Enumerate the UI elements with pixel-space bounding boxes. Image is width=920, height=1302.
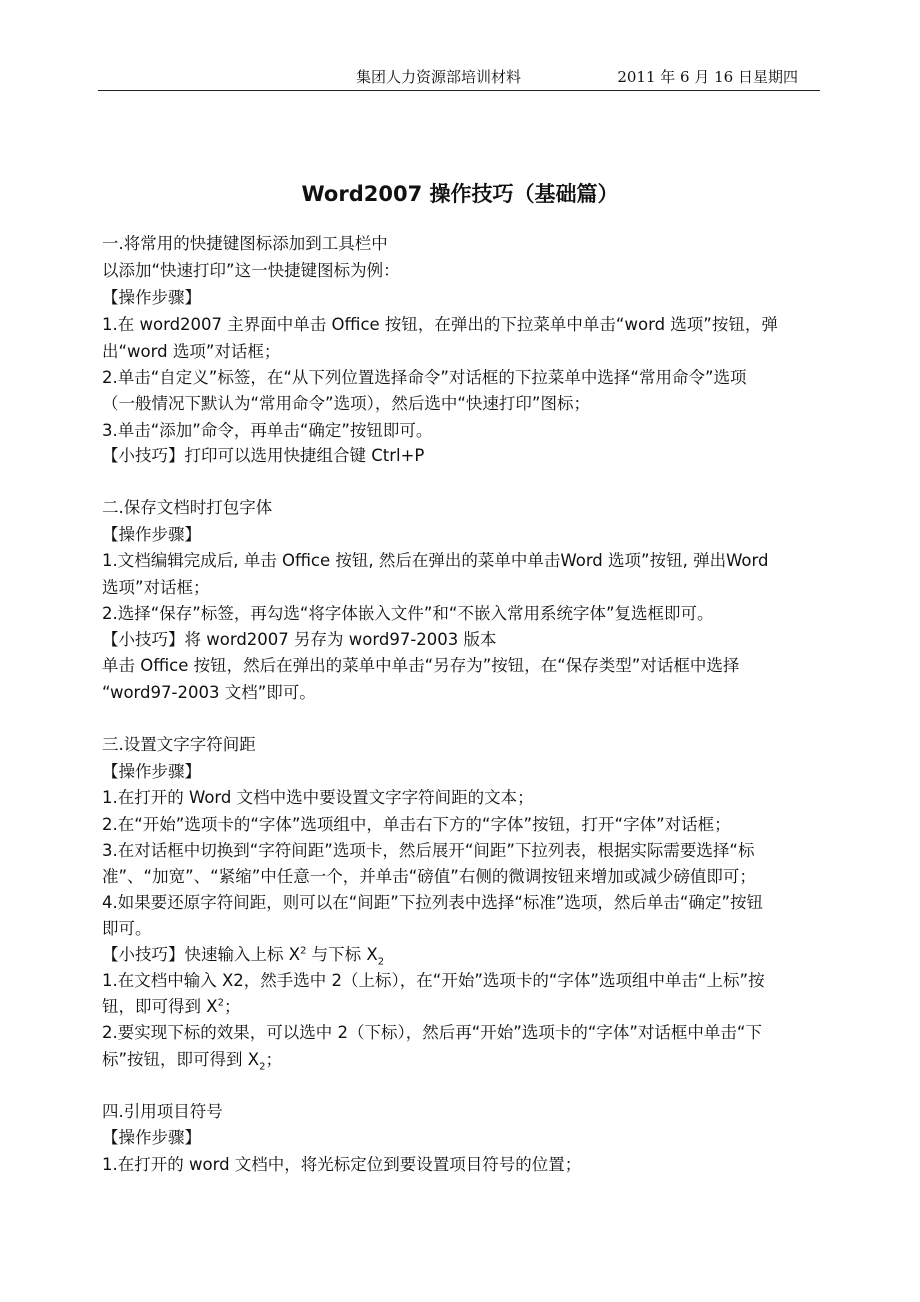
paragraph-line: 出“word 选项”对话框； [102, 342, 281, 361]
text-run: ； [265, 1050, 282, 1069]
steps-label: 【操作步骤】 [102, 525, 201, 544]
paragraph-line [102, 1050, 282, 1073]
paragraph-line: 1.在 word2007 主界面中单击 Office 按钮，在弹出的下拉菜单中单击“word 选项”按钮，弹 [102, 315, 778, 334]
section-heading: 二.保存文档时打包字体 [102, 498, 273, 517]
section-heading: 一.将常用的快捷键图标添加到工具栏中 [102, 234, 388, 253]
paragraph-line: 1.在文档中输入 X2，然手选中 2（上标），在“开始”选项卡的“字体”选项组中单击“上标”按 [102, 971, 765, 990]
paragraph-line: 2.选择“保存”标签，再勾选“将字体嵌入文件”和“不嵌入常用系统字体”复选框即可。 [102, 604, 714, 623]
paragraph-line: “word97-2003 文档”即可。 [102, 683, 316, 702]
steps-label: 【操作步骤】 [102, 1128, 201, 1147]
steps-label: 【操作步骤】 [102, 762, 201, 781]
paragraph-line: 即可。 [102, 919, 152, 938]
page-header [98, 64, 820, 91]
subscript-2: 2 [259, 1061, 266, 1073]
paragraph-line: 4.如果要还原字符间距，则可以在“间距”下拉列表中选择“标准”选项，然后单击“确定”按钮 [102, 893, 764, 912]
steps-label: 【操作步骤】 [102, 288, 201, 307]
subscript-2: 2 [377, 956, 385, 968]
paragraph-line [102, 997, 240, 1017]
text-run: 钮，即可得到 X [102, 997, 218, 1016]
paragraph-line: 1.在打开的 Word 文档中选中要设置文字字符间距的文本； [102, 788, 534, 807]
paragraph-line: 2.要实现下标的效果，可以选中 2（下标），然后再“开始”选项卡的“字体”对话框中单击“下 [102, 1023, 762, 1042]
section-heading: 四.引用项目符号 [102, 1102, 223, 1121]
tip-text: 与下标 X [306, 945, 378, 964]
superscript-2: 2 [300, 945, 307, 957]
paragraph-line: 1.文档编辑完成后, 单击 Office 按钮, 然后在弹出的菜单中单击Word 选项”按钮, 弹出Word [102, 551, 769, 570]
header-org: 集团人力资源部培训材料 [356, 68, 522, 86]
text-run: 标”按钮，即可得到 X [102, 1050, 260, 1069]
paragraph-line: 3.单击“添加”命令，再单击“确定”按钮即可。 [102, 421, 433, 440]
paragraph-line: 选项”对话框； [102, 578, 210, 597]
text-run: ； [223, 997, 241, 1016]
paragraph-line: 以添加“快速打印”这一快捷键图标为例： [102, 261, 400, 280]
paragraph-line: 准”、“加宽”、“紧缩”中任意一个，并单击“磅值”右侧的微调按钮来增加或减少磅值即可； [102, 867, 756, 886]
section-heading: 三.设置文字字符间距 [102, 735, 256, 754]
header-date: 2011 年 6 月 16 日星期四 [617, 68, 798, 86]
tip-line: 【小技巧】将 word2007 另存为 word97-2003 版本 [102, 630, 497, 649]
paragraph-line: 1.在打开的 word 文档中，将光标定位到要设置项目符号的位置； [102, 1155, 582, 1174]
tip-line [102, 945, 385, 968]
paragraph-line: 2.在“开始”选项卡的“字体”选项组中，单击右下方的“字体”按钮，打开“字体”对话框； [102, 815, 731, 834]
document-title: Word2007 操作技巧（基础篇） [301, 182, 619, 206]
tip-text: 【小技巧】快速输入上标 X [102, 945, 301, 964]
paragraph-line: 单击 Office 按钮，然后在弹出的菜单中单击“另存为”按钮，在“保存类型”对话框中选择 [102, 656, 740, 675]
tip-line: 【小技巧】打印可以选用快捷组合键 Ctrl+P [102, 446, 425, 465]
superscript-2: 2 [217, 997, 224, 1009]
paragraph-line: 2.单击“自定义”标签，在“从下列位置选择命令”对话框的下拉菜单中选择“常用命令”选项 [102, 368, 747, 387]
paragraph-line: （一般情况下默认为“常用命令”选项），然后选中“快速打印”图标； [102, 394, 590, 413]
paragraph-line: 3.在对话框中切换到“字符间距”选项卡，然后展开“间距”下拉列表，根据实际需要选择“标 [102, 841, 755, 860]
